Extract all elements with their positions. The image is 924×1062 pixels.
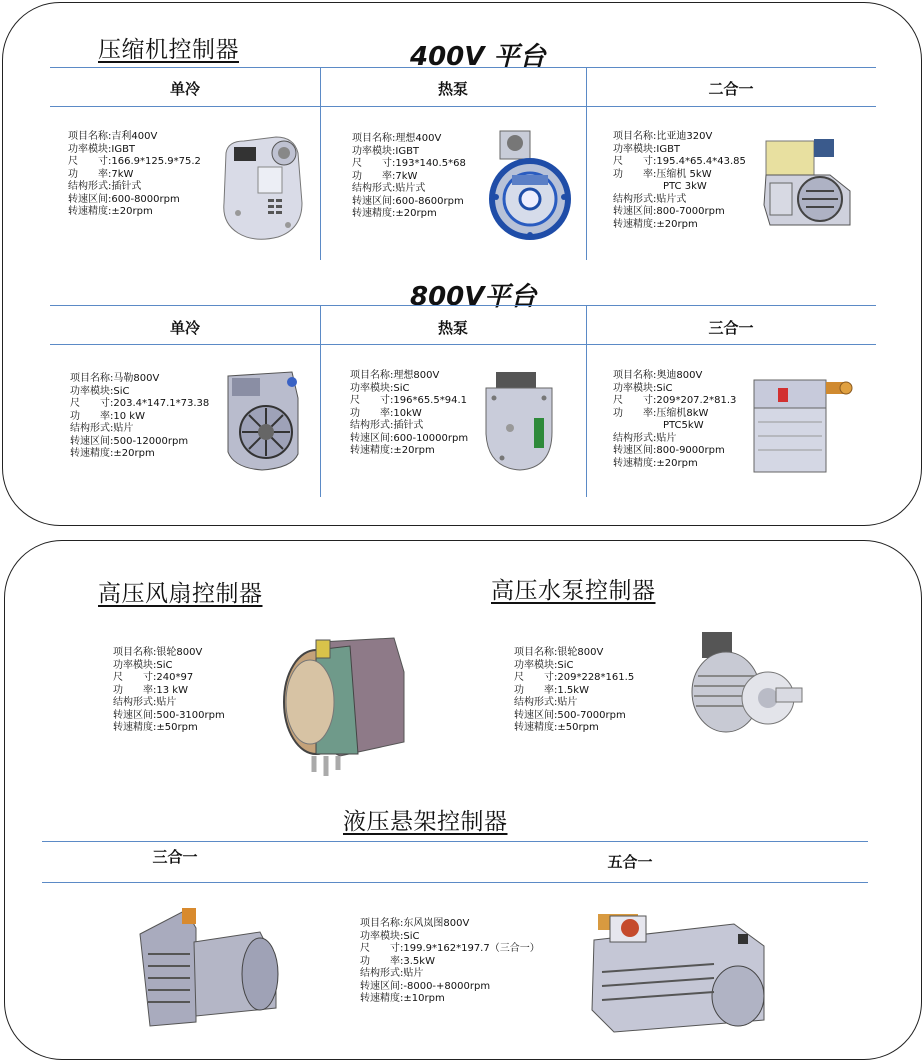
spec-key: 功率模块:	[360, 930, 404, 942]
spec-value: 203.4*147.1*73.38	[113, 398, 210, 409]
spec-key: 项目名称:	[70, 373, 114, 384]
mahle-800v-controller-image	[222, 368, 302, 474]
suspension-controller-title: 液压悬架控制器	[343, 809, 508, 835]
spec-row	[350, 383, 468, 396]
spec-value: 800-9000rpm	[656, 445, 725, 456]
spec-row	[68, 206, 201, 219]
spec-row	[352, 133, 466, 146]
spec-row	[68, 131, 201, 144]
spec-key: 尺 寸:	[352, 158, 396, 169]
spec-row	[113, 685, 225, 698]
spec-value: 贴片式	[656, 193, 687, 205]
fan-controller-image	[280, 632, 410, 780]
spec-value: SiC	[113, 385, 130, 397]
spec-row	[113, 697, 225, 710]
spec-value: 1.5kW	[557, 684, 589, 696]
spec-row	[613, 181, 746, 194]
spec-list	[70, 373, 209, 461]
spec-key: 功 率:	[514, 684, 558, 696]
spec-key: 功 率:	[70, 410, 114, 422]
spec-row	[613, 408, 736, 421]
spec-key: 项目名称:	[360, 918, 404, 929]
spec-key: 转速精度:	[68, 206, 112, 217]
spec-value: SiC	[557, 659, 574, 671]
spec-value: SiC	[403, 930, 420, 942]
spec-key: 功率模块:	[613, 382, 657, 394]
spec-value: 240*97	[156, 672, 194, 683]
spec-list	[350, 370, 468, 458]
spec-key: 尺 寸:	[613, 395, 657, 406]
spec-key: 转速区间:	[68, 193, 112, 205]
byd-320v-controller-image	[760, 135, 856, 231]
spec-value: 马勒800V	[113, 373, 160, 384]
spec-row	[70, 423, 209, 436]
spec-key: 结构形式:	[68, 181, 112, 192]
spec-row	[613, 131, 746, 144]
platform-800v-title: 800V平台	[410, 282, 537, 312]
spec-value: 7kW	[111, 168, 134, 180]
spec-row	[613, 395, 736, 408]
spec-row	[613, 219, 746, 232]
spec-row	[613, 383, 736, 396]
spec-key: 功 率:	[352, 170, 396, 182]
spec-row	[113, 672, 225, 685]
spec-value: 银轮800V	[156, 647, 203, 658]
spec-row	[352, 196, 466, 209]
spec-key: 尺 寸:	[613, 156, 657, 167]
spec-value: 贴片	[113, 423, 134, 434]
spec-value: 插针式	[393, 420, 424, 431]
spec-row	[360, 918, 540, 931]
column-header: 五合一	[607, 853, 653, 871]
fan-controller-title: 高压风扇控制器	[98, 581, 263, 607]
spec-value: 比亚迪320V	[656, 131, 713, 142]
spec-row	[613, 144, 746, 157]
spec-row	[613, 445, 736, 458]
spec-value: 理想800V	[393, 370, 440, 381]
spec-row	[613, 156, 746, 169]
spec-key: 结构形式:	[70, 423, 114, 434]
spec-key: 功率模块:	[68, 143, 112, 155]
spec-key: 尺 寸:	[70, 398, 114, 409]
spec-value: 7kW	[395, 170, 418, 182]
spec-list	[113, 647, 225, 735]
pump-controller-image	[684, 628, 804, 740]
spec-row	[360, 981, 540, 994]
spec-key: 转速区间:	[70, 435, 114, 447]
spec-key: 转速精度:	[613, 218, 657, 230]
spec-row	[350, 408, 468, 421]
spec-value: 银轮800V	[557, 647, 604, 658]
spec-row	[68, 169, 201, 182]
spec-value: 500-12000rpm	[113, 435, 189, 447]
audi-800v-controller-image	[748, 372, 854, 476]
spec-key: 结构形式:	[613, 432, 657, 444]
spec-value: 吉利400V	[111, 131, 158, 142]
spec-list	[360, 918, 540, 1006]
spec-value: 600-8000rpm	[111, 193, 180, 205]
spec-value: 10kW	[393, 407, 422, 419]
spec-row	[70, 386, 209, 399]
compressor-title: 压缩机控制器	[98, 37, 239, 63]
spec-value: 600-8600rpm	[395, 195, 464, 207]
spec-key: 转速精度:	[70, 448, 114, 459]
pump-controller-title: 高压水泵控制器	[491, 578, 656, 604]
spec-key: 功 率:	[613, 407, 657, 419]
spec-value: SiC	[656, 382, 673, 394]
spec-value: 13 kW	[156, 684, 188, 696]
spec-key: 功率模块:	[70, 385, 114, 397]
spec-value: 166.9*125.9*75.2	[111, 156, 201, 167]
spec-key: 转速精度:	[514, 722, 558, 733]
spec-value: IGBT	[111, 143, 136, 155]
spec-key: 转速精度:	[113, 722, 157, 733]
spec-value: 10 kW	[113, 410, 145, 422]
spec-key: 结构形式:	[113, 697, 157, 708]
spec-key: 项目名称:	[613, 131, 657, 142]
divider	[50, 305, 876, 306]
spec-row	[360, 968, 540, 981]
column-header: 单冷	[169, 319, 200, 337]
spec-list	[613, 131, 746, 231]
spec-key: 转速精度:	[352, 208, 396, 219]
spec-value: 插针式	[111, 181, 142, 192]
spec-value: 贴片	[403, 968, 424, 979]
spec-row	[352, 171, 466, 184]
spec-row	[350, 370, 468, 383]
spec-row	[68, 156, 201, 169]
spec-value: ±50rpm	[156, 722, 198, 733]
spec-value: 209*228*161.5	[557, 672, 635, 683]
spec-key: 转速区间:	[613, 206, 657, 217]
spec-key: 功 率:	[113, 684, 157, 696]
spec-value: 196*65.5*94.1	[393, 395, 467, 406]
spec-row	[514, 722, 634, 735]
spec-row	[613, 370, 736, 383]
spec-value: SiC	[156, 659, 173, 671]
spec-value: 贴片式	[395, 183, 426, 194]
column-header: 三合一	[708, 319, 754, 337]
spec-row	[350, 445, 468, 458]
spec-row	[352, 183, 466, 196]
spec-row	[613, 169, 746, 182]
spec-list	[352, 133, 466, 221]
spec-key: 结构形式:	[350, 420, 394, 431]
spec-key: 功 率:	[350, 407, 394, 419]
spec-key: 功率模块:	[113, 659, 157, 671]
spec-row	[68, 194, 201, 207]
spec-row	[360, 931, 540, 944]
spec-value: 压缩机 5kW	[656, 168, 712, 180]
spec-value: 压缩机8kW	[656, 407, 709, 419]
spec-key: 转速精度:	[350, 445, 394, 456]
spec-value: PTC5kW	[663, 420, 704, 431]
spec-value: ±20rpm	[393, 445, 435, 456]
divider	[42, 882, 868, 883]
spec-list	[68, 131, 201, 219]
spec-key: 结构形式:	[613, 193, 657, 205]
spec-row	[113, 722, 225, 735]
spec-value: IGBT	[395, 145, 420, 157]
spec-value: 193*140.5*68	[395, 158, 466, 169]
spec-row	[360, 943, 540, 956]
spec-key: 转速区间:	[360, 980, 404, 992]
spec-value: ±20rpm	[395, 208, 437, 219]
spec-value: ±20rpm	[656, 218, 698, 230]
spec-value: 理想400V	[395, 133, 442, 144]
spec-row	[70, 373, 209, 386]
spec-value: 贴片	[156, 697, 177, 708]
spec-row	[113, 710, 225, 723]
spec-value: 600-10000rpm	[393, 432, 469, 444]
column-header: 热泵	[437, 319, 468, 337]
spec-key: 转速区间:	[352, 195, 396, 207]
spec-key: 功 率:	[360, 955, 404, 967]
spec-row	[113, 660, 225, 673]
spec-key: 项目名称:	[350, 370, 394, 381]
spec-key: 项目名称:	[514, 647, 558, 658]
spec-row	[70, 411, 209, 424]
spec-key: 结构形式:	[514, 697, 558, 708]
divider	[50, 67, 876, 68]
spec-key: 结构形式:	[360, 968, 404, 979]
spec-row	[350, 395, 468, 408]
spec-list	[613, 370, 736, 470]
spec-value: ±10rpm	[403, 993, 445, 1004]
spec-key: 转速精度:	[613, 457, 657, 469]
spec-row	[68, 181, 201, 194]
spec-value: -8000-+8000rpm	[403, 980, 491, 992]
spec-key: 功率模块:	[613, 143, 657, 155]
spec-row	[613, 433, 736, 446]
spec-row	[352, 158, 466, 171]
spec-row	[70, 436, 209, 449]
divider	[50, 344, 876, 345]
spec-key: 尺 寸:	[360, 943, 404, 954]
divider	[50, 106, 876, 107]
spec-row	[113, 647, 225, 660]
spec-row	[514, 672, 634, 685]
spec-key: 功 率:	[613, 168, 657, 180]
spec-key: 转速区间:	[613, 445, 657, 456]
spec-value: 195.4*65.4*43.85	[656, 156, 746, 167]
spec-value: 3.5kW	[403, 955, 435, 967]
spec-row	[613, 458, 736, 471]
suspension-5in1-controller-image	[584, 910, 774, 1036]
spec-value: 199.9*162*197.7（三合一）	[403, 943, 540, 954]
divider	[42, 841, 868, 842]
spec-value: 东风岚图800V	[403, 918, 470, 929]
spec-key: 转速区间:	[350, 432, 394, 444]
spec-row	[350, 420, 468, 433]
spec-key: 尺 寸:	[113, 672, 157, 683]
spec-key: 项目名称:	[613, 370, 657, 381]
spec-key: 转速区间:	[113, 709, 157, 721]
geely-400v-controller-image	[218, 133, 306, 245]
spec-value: 209*207.2*81.3	[656, 395, 737, 406]
spec-row	[514, 647, 634, 660]
column-header: 二合一	[708, 80, 754, 98]
spec-row	[360, 993, 540, 1006]
spec-row	[514, 685, 634, 698]
suspension-3in1-controller-image	[134, 904, 284, 1034]
spec-row	[70, 398, 209, 411]
platform-400v-title: 400V 平台	[410, 42, 546, 72]
spec-key: 尺 寸:	[68, 156, 112, 167]
spec-key: 尺 寸:	[514, 672, 558, 683]
spec-value: ±20rpm	[656, 457, 698, 469]
spec-key: 转速区间:	[514, 709, 558, 721]
spec-key: 功率模块:	[352, 145, 396, 157]
spec-value: ±20rpm	[111, 206, 153, 217]
lixiang-400v-controller-image	[488, 127, 572, 241]
spec-row	[514, 660, 634, 673]
spec-row	[352, 208, 466, 221]
spec-value: IGBT	[656, 143, 681, 155]
spec-list	[514, 647, 634, 735]
spec-key: 结构形式:	[352, 183, 396, 194]
spec-key: 尺 寸:	[350, 395, 394, 406]
spec-value: 贴片	[557, 697, 578, 708]
column-header: 三合一	[152, 848, 198, 866]
spec-row	[613, 206, 746, 219]
spec-value: 500-7000rpm	[557, 709, 626, 721]
spec-key: 功 率:	[68, 168, 112, 180]
spec-key: 项目名称:	[352, 133, 396, 144]
spec-row	[613, 194, 746, 207]
spec-key: 项目名称:	[113, 647, 157, 658]
lixiang-800v-controller-image	[482, 368, 556, 474]
spec-key: 转速精度:	[360, 993, 404, 1004]
spec-value: 贴片	[656, 432, 677, 444]
spec-value: ±50rpm	[557, 722, 599, 733]
spec-key: 项目名称:	[68, 131, 112, 142]
spec-value: 800-7000rpm	[656, 206, 725, 217]
spec-row	[352, 146, 466, 159]
spec-row	[68, 144, 201, 157]
spec-row	[350, 433, 468, 446]
column-header: 热泵	[437, 80, 468, 98]
spec-value: 奥迪800V	[656, 370, 703, 381]
spec-key: 功率模块:	[350, 382, 394, 394]
spec-row	[360, 956, 540, 969]
spec-row	[514, 697, 634, 710]
spec-value: 500-3100rpm	[156, 709, 225, 721]
spec-row	[514, 710, 634, 723]
spec-row	[613, 420, 736, 433]
spec-key: 功率模块:	[514, 659, 558, 671]
spec-row	[70, 448, 209, 461]
spec-value: PTC 3kW	[663, 181, 707, 192]
spec-value: SiC	[393, 382, 410, 394]
spec-value: ±20rpm	[113, 448, 155, 459]
column-header: 单冷	[169, 80, 200, 98]
